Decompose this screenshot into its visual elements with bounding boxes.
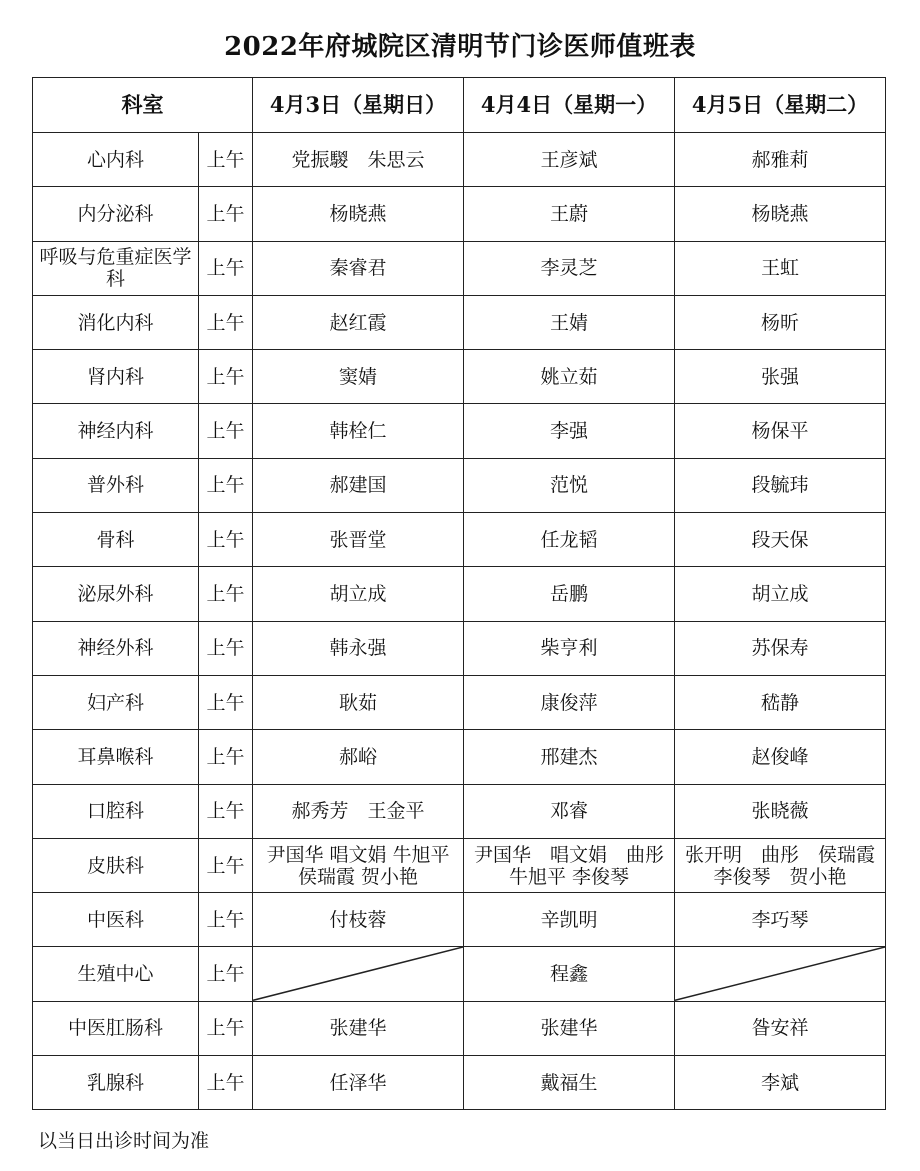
duty-roster-table xyxy=(32,77,886,1110)
dept-cell: 呼吸与危重症医学科 xyxy=(33,241,199,295)
table-row xyxy=(33,567,886,621)
session-cell: 上午 xyxy=(199,730,253,784)
dept-cell: 内分泌科 xyxy=(33,187,199,241)
day3-cell: 张强 xyxy=(675,350,886,404)
footnote: 以当日出诊时间为准 xyxy=(38,1130,210,1152)
day3-cell: 张开明 曲彤 侯瑞霞 李俊琴 贺小艳 xyxy=(675,838,886,892)
table-row xyxy=(33,838,886,892)
dept-cell: 中医科 xyxy=(33,893,199,947)
day1-cell: 窦婧 xyxy=(253,350,464,404)
table-row xyxy=(33,893,886,947)
day2-cell: 程鑫 xyxy=(464,947,675,1001)
session-cell: 上午 xyxy=(199,675,253,729)
dept-cell: 耳鼻喉科 xyxy=(33,730,199,784)
dept-cell: 普外科 xyxy=(33,458,199,512)
dept-cell: 妇产科 xyxy=(33,675,199,729)
day1-cell: 胡立成 xyxy=(253,567,464,621)
day1-cell: 任泽华 xyxy=(253,1056,464,1110)
day1-cell: 耿茹 xyxy=(253,675,464,729)
day3-cell: 胡立成 xyxy=(675,567,886,621)
day3-cell: 段天保 xyxy=(675,513,886,567)
day1-cell: 郝秀芳 王金平 xyxy=(253,784,464,838)
session-cell: 上午 xyxy=(199,621,253,675)
table-row xyxy=(33,187,886,241)
session-cell: 上午 xyxy=(199,458,253,512)
day2-cell: 任龙韬 xyxy=(464,513,675,567)
day3-cell: 张晓薇 xyxy=(675,784,886,838)
empty-slash-cell xyxy=(675,947,886,1001)
session-cell: 上午 xyxy=(199,567,253,621)
table-row xyxy=(33,784,886,838)
session-cell: 上午 xyxy=(199,838,253,892)
session-cell: 上午 xyxy=(199,404,253,458)
dept-cell: 口腔科 xyxy=(33,784,199,838)
session-cell: 上午 xyxy=(199,133,253,187)
table-row xyxy=(33,947,886,1001)
table-row xyxy=(33,675,886,729)
day1-cell: 杨晓燕 xyxy=(253,187,464,241)
day1-cell: 尹国华 唱文娟 牛旭平 侯瑞霞 贺小艳 xyxy=(253,838,464,892)
session-cell: 上午 xyxy=(199,784,253,838)
table-row xyxy=(33,458,886,512)
table-row xyxy=(33,241,886,295)
day3-cell: 李斌 xyxy=(675,1056,886,1110)
dept-cell: 中医肛肠科 xyxy=(33,1001,199,1055)
day2-cell: 姚立茹 xyxy=(464,350,675,404)
day2-cell: 邓睿 xyxy=(464,784,675,838)
dept-cell: 消化内科 xyxy=(33,295,199,349)
dept-cell: 神经外科 xyxy=(33,621,199,675)
table-row xyxy=(33,621,886,675)
day2-cell: 李强 xyxy=(464,404,675,458)
day2-cell: 柴亨利 xyxy=(464,621,675,675)
session-cell: 上午 xyxy=(199,350,253,404)
day2-cell: 张建华 xyxy=(464,1001,675,1055)
table-row xyxy=(33,295,886,349)
day2-cell: 康俊萍 xyxy=(464,675,675,729)
table-row xyxy=(33,513,886,567)
dept-cell: 泌尿外科 xyxy=(33,567,199,621)
table-row xyxy=(33,1001,886,1055)
header-dept: 科室 xyxy=(33,78,253,133)
session-cell: 上午 xyxy=(199,513,253,567)
table-row xyxy=(33,1056,886,1110)
empty-slash-cell xyxy=(253,947,464,1001)
diagonal-slash-line xyxy=(253,947,463,1000)
day2-cell: 岳鹏 xyxy=(464,567,675,621)
session-cell: 上午 xyxy=(199,947,253,1001)
session-cell: 上午 xyxy=(199,1001,253,1055)
day1-cell: 付枝蓉 xyxy=(253,893,464,947)
day2-cell: 尹国华 唱文娟 曲彤 牛旭平 李俊琴 xyxy=(464,838,675,892)
table-row xyxy=(33,133,886,187)
day1-cell: 张晋堂 xyxy=(253,513,464,567)
day1-cell: 党振騣 朱思云 xyxy=(253,133,464,187)
dept-cell: 骨科 xyxy=(33,513,199,567)
day3-cell: 苏保寿 xyxy=(675,621,886,675)
day3-cell: 杨晓燕 xyxy=(675,187,886,241)
day3-cell: 郝雅莉 xyxy=(675,133,886,187)
day2-cell: 范悦 xyxy=(464,458,675,512)
day3-cell: 杨昕 xyxy=(675,295,886,349)
day2-cell: 王彦斌 xyxy=(464,133,675,187)
day2-cell: 邢建杰 xyxy=(464,730,675,784)
table-row xyxy=(33,404,886,458)
dept-cell: 心内科 xyxy=(33,133,199,187)
day2-cell: 王蔚 xyxy=(464,187,675,241)
session-cell: 上午 xyxy=(199,187,253,241)
diagonal-slash-line xyxy=(675,947,885,1000)
day1-cell: 秦睿君 xyxy=(253,241,464,295)
day3-cell: 赵俊峰 xyxy=(675,730,886,784)
day2-cell: 辛凯明 xyxy=(464,893,675,947)
header-row xyxy=(33,78,886,133)
session-cell: 上午 xyxy=(199,295,253,349)
dept-cell: 生殖中心 xyxy=(33,947,199,1001)
day1-cell: 韩栓仁 xyxy=(253,404,464,458)
day3-cell: 王虹 xyxy=(675,241,886,295)
day1-cell: 张建华 xyxy=(253,1001,464,1055)
day2-cell: 戴福生 xyxy=(464,1056,675,1110)
day3-cell: 段毓玮 xyxy=(675,458,886,512)
day3-cell: 杨保平 xyxy=(675,404,886,458)
day1-cell: 郝峪 xyxy=(253,730,464,784)
dept-cell: 皮肤科 xyxy=(33,838,199,892)
table-row xyxy=(33,730,886,784)
session-cell: 上午 xyxy=(199,241,253,295)
dept-cell: 肾内科 xyxy=(33,350,199,404)
day2-cell: 李灵芝 xyxy=(464,241,675,295)
header-day-2: 4月4日（星期一） xyxy=(464,78,675,133)
day1-cell: 赵红霞 xyxy=(253,295,464,349)
day2-cell: 王婧 xyxy=(464,295,675,349)
dept-cell: 乳腺科 xyxy=(33,1056,199,1110)
day3-cell: 昝安祥 xyxy=(675,1001,886,1055)
header-day-3: 4月5日（星期二） xyxy=(675,78,886,133)
header-day-1: 4月3日（星期日） xyxy=(253,78,464,133)
day3-cell: 嵇静 xyxy=(675,675,886,729)
day1-cell: 郝建国 xyxy=(253,458,464,512)
session-cell: 上午 xyxy=(199,1056,253,1110)
table-row xyxy=(33,350,886,404)
day1-cell: 韩永强 xyxy=(253,621,464,675)
session-cell: 上午 xyxy=(199,893,253,947)
page-title: 2022年府城院区清明节门诊医师值班表 xyxy=(224,32,696,62)
day3-cell: 李巧琴 xyxy=(675,893,886,947)
dept-cell: 神经内科 xyxy=(33,404,199,458)
